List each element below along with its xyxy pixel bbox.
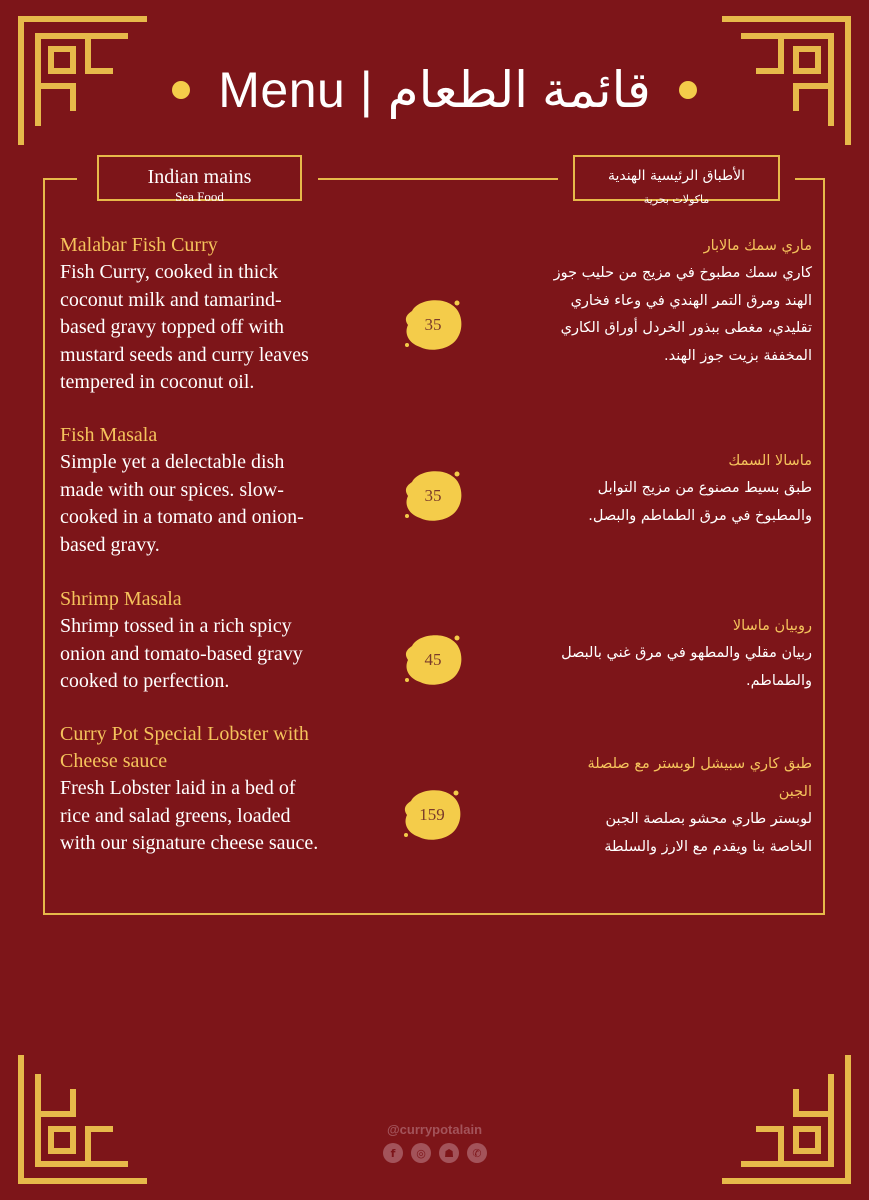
price-value: 159 (419, 805, 445, 824)
menu-item-en-shrimp-masala (60, 586, 360, 696)
menu-item-ar-lobster (522, 750, 812, 861)
title-dot-left (172, 81, 190, 99)
menu-item-ar-shrimp-masala (542, 612, 812, 695)
item-desc-ar-line: طبق بسيط مصنوع من مزيج التوابل (597, 480, 812, 496)
item-desc-line: Fish Curry, cooked in thick (60, 261, 279, 283)
item-desc-line: mustard seeds and curry leaves (60, 343, 309, 366)
item-desc-ar-line: كاري سمك مطبوخ في مزيج من حليب جوز (553, 265, 812, 281)
social-handle[interactable]: @currypotalain (386, 1122, 483, 1137)
item-desc-line: Fresh Lobster laid in a bed of (60, 777, 296, 799)
facebook-icon[interactable]: f (383, 1143, 403, 1163)
section-title-ar: الأطباق الرئيسية الهندية (607, 168, 746, 184)
item-desc-ar-line: ربيان مقلي والمطهو في مرق غني بالبصل (561, 645, 812, 661)
frame-top-middle (318, 178, 558, 180)
item-desc-line: tempered in coconut oil. (60, 371, 255, 393)
item-name: Fish Masala (60, 424, 158, 446)
item-desc-line: made with our spices. slow- (60, 478, 284, 501)
whatsapp-icon[interactable]: ✆ (467, 1143, 487, 1163)
title-row (0, 55, 869, 125)
item-desc-ar-line: والمطبوخ في مرق الطماطم والبصل. (588, 507, 812, 524)
menu-item-en-malabar-fish-curry (60, 232, 360, 397)
item-name: Shrimp Masala (60, 588, 182, 610)
item-desc-line: Simple yet a delectable dish (60, 451, 285, 473)
item-desc-line: cooked to perfection. (60, 670, 230, 692)
price-value: 35 (424, 315, 442, 334)
item-desc-line: coconut milk and tamarind- (60, 288, 282, 311)
item-desc-ar-line: المخففة بزيت جوز الهند. (664, 347, 812, 364)
item-name: Malabar Fish Curry (60, 234, 218, 256)
item-desc-ar-line: الخاصة بنا ويقدم مع الارز والسلطة (604, 838, 812, 855)
item-name-line: Curry Pot Special Lobster with (60, 723, 309, 745)
item-desc-line: based gravy. (60, 533, 160, 556)
section-subtitle-en: Sea Food (175, 189, 224, 204)
item-desc-line: Shrimp tossed in a rich spicy (60, 615, 292, 637)
page-title: Menu | قائمة الطعام (218, 62, 651, 118)
menu-item-en-fish-masala (60, 422, 360, 559)
section-title-en: Indian mains (147, 166, 252, 188)
section-header-en (97, 155, 302, 204)
price-value: 35 (424, 486, 442, 505)
item-name-ar: ماري سمك مالابار (703, 238, 812, 254)
item-name-ar-line: طبق كاري سبيشل لوبستر مع صلصلة (587, 756, 812, 772)
price-badge (402, 632, 464, 688)
item-desc-line: rice and salad greens, loaded (60, 804, 291, 827)
item-desc-line: onion and tomato-based gravy (60, 642, 303, 665)
section-header-ar (573, 155, 780, 206)
item-desc-ar-line: الهند ومرق التمر الهندي في وعاء فخاري (570, 292, 812, 309)
item-desc-line: with our signature cheese sauce. (60, 832, 319, 854)
corner-ornament-bottom-right (719, 1052, 851, 1184)
menu-item-ar-malabar-fish-curry (542, 232, 812, 370)
frame-top-right (795, 178, 825, 180)
frame-top-left (43, 178, 77, 180)
corner-ornament-bottom-left (18, 1052, 150, 1184)
title-dot-right (679, 81, 697, 99)
item-name-ar: روبيان ماسالا (732, 618, 812, 634)
snapchat-icon[interactable]: ☗ (439, 1143, 459, 1163)
item-desc-line: based gravy topped off with (60, 316, 285, 338)
menu-item-en-lobster (60, 721, 360, 858)
item-name-ar-line: الجبن (778, 784, 812, 800)
price-badge (402, 297, 464, 353)
price-badge (402, 468, 464, 524)
item-desc-ar-line: تقليدي، مغطى ببذور الخردل أوراق الكاري (560, 320, 812, 336)
item-desc-ar-line: لوبستر طاري محشو بصلصة الجبن (605, 811, 812, 827)
item-name-line: Cheese sauce (60, 750, 168, 772)
item-name-ar: ماسالا السمك (728, 453, 812, 469)
instagram-icon[interactable]: ◎ (411, 1143, 431, 1163)
social-icons (383, 1143, 487, 1163)
item-desc-line: cooked in a tomato and onion- (60, 506, 304, 528)
price-value: 45 (424, 650, 442, 669)
item-desc-ar-line: والطماطم. (746, 672, 812, 689)
menu-item-ar-fish-masala (542, 447, 812, 530)
section-subtitle-ar: ماكولات بحرية (643, 193, 710, 206)
price-badge (399, 787, 465, 843)
